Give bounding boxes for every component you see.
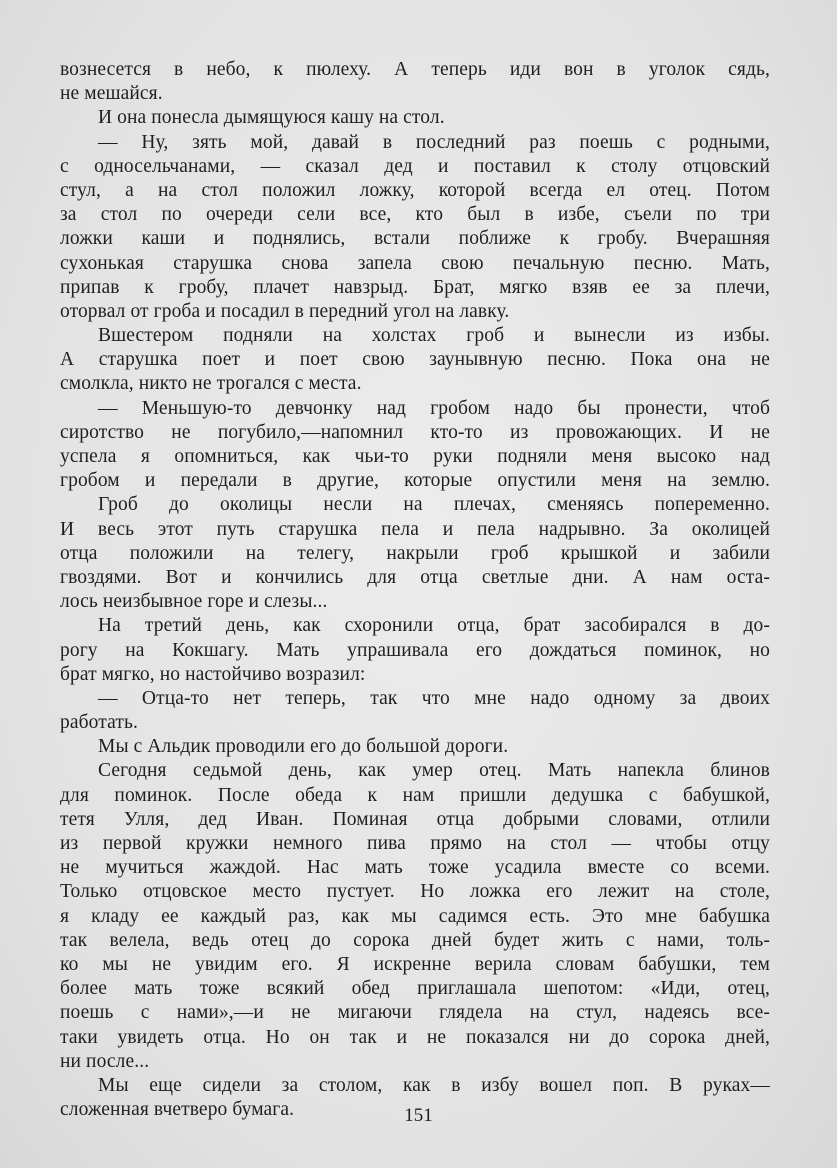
text-line: не мучиться жаждой. Нас мать тоже усадила вместе со всеми.	[60, 857, 770, 879]
text-line: И весь этот путь старушка пела и пела надрывно. За околицей	[60, 518, 770, 540]
text-line: сухонькая старушка снова запела свою печальную песню. Мать,	[60, 252, 770, 274]
text-line: оторвал от гроба и посадил в передний угол на лавку.	[60, 300, 510, 322]
text-line: ложки каши и поднялись, встали поближе к гробу. Вчерашняя	[60, 228, 770, 250]
text-line: гробом и передали в другие, которые опустили меня на землю.	[60, 470, 770, 492]
text-line: таки увидеть отца. Но он так и не показался ни до сорока дней,	[60, 1026, 770, 1048]
text-line: более мать тоже всякий обед приглашала шепотом: «Иди, отец,	[60, 978, 770, 1000]
text-line: я кладу ее каждый раз, как мы садимся есть. Это мне бабушка	[60, 905, 770, 927]
text-line: ни после...	[60, 1050, 150, 1072]
text-line: Вшестером подняли на холстах гроб и вынесли из избы.	[98, 325, 770, 347]
text-line: Сегодня седьмой день, как умер отец. Мать напекла блинов	[98, 760, 770, 782]
text-line: смолкла, никто не трогался с места.	[60, 373, 362, 395]
text-line: сиротство не погубило,—напомнил кто-то из провожающих. И не	[60, 421, 770, 443]
page-number: 151	[404, 1105, 433, 1126]
text-line: Гроб до околицы несли на плечах, сменяясь попеременно.	[98, 494, 770, 516]
text-line: брат мягко, но настойчиво возразил:	[60, 663, 366, 685]
text-line: так велела, ведь отец до сорока дней будет жить с нами, толь-	[60, 929, 770, 951]
text-line: И она понесла дымящуюся кашу на стол.	[98, 107, 445, 129]
text-line: припав к гробу, плачет навзрыд. Брат, мягко взяв ее за плечи,	[60, 276, 770, 298]
text-line: из первой кружки немного пива прямо на стол — чтобы отцу	[60, 833, 770, 854]
text-line: Мы еще сидели за столом, как в избу вошел поп. В руках—	[98, 1074, 770, 1096]
text-line: успела я опомниться, как чьи-то руки подняли меня высоко над	[60, 446, 770, 467]
text-line: для поминок. После обеда к нам пришли дедушка с бабушкой,	[60, 784, 770, 806]
text-line: не мешайся.	[60, 83, 163, 105]
text-line: — Отца-то нет теперь, так что мне надо одному за двоих	[98, 687, 770, 709]
text-line: На третий день, как схоронили отца, брат засобирался в до-	[98, 615, 770, 637]
text-line: Только отцовское место пустует. Но ложка его лежит на столе,	[60, 881, 770, 903]
text-line: — Меньшую-то девчонку над гробом надо бы пронести, чтоб	[98, 397, 770, 419]
text-line: работать.	[60, 712, 138, 734]
text-line: за стол по очереди сели все, кто был в избе, съели по три	[60, 204, 770, 226]
text-line: поешь с нами»,—и не мигаючи глядела на стул, надеясь все-	[60, 1002, 770, 1024]
text-line: гвоздями. Вот и кончились для отца светлые дни. А нам оста-	[60, 566, 770, 588]
text-line: лось неизбывное горе и слезы...	[60, 591, 328, 613]
text-line: — Ну, зять мой, давай в последний раз поешь с родными,	[98, 131, 770, 153]
text-line: тетя Улля, дед Иван. Поминая отца добрыми словами, отлили	[60, 808, 770, 830]
text-line: с односельчанами, — сказал дед и поставил к столу отцовский	[60, 155, 770, 177]
page-text	[60, 58, 770, 1122]
text-line: вознесется в небо, к пюлеху. А теперь иди вон в уголок сядь,	[60, 59, 770, 80]
text-line: А старушка поет и поет свою заунывную песню. Пока она не	[60, 349, 770, 371]
text-line: отца положили на телегу, накрыли гроб крышкой и забили	[60, 542, 770, 564]
text-line: Мы с Альдик проводили его до большой дороги.	[98, 736, 509, 758]
text-line: стул, а на стол положил ложку, которой всегда ел отец. Потом	[60, 179, 770, 201]
text-line: рогу на Кокшагу. Мать упрашивала его дождаться поминок, но	[60, 639, 770, 661]
text-line: ко мы не увидим его. Я искренне верила словам бабушки, тем	[60, 953, 770, 975]
text-line: сложенная вчетверо бумага.	[60, 1099, 295, 1121]
